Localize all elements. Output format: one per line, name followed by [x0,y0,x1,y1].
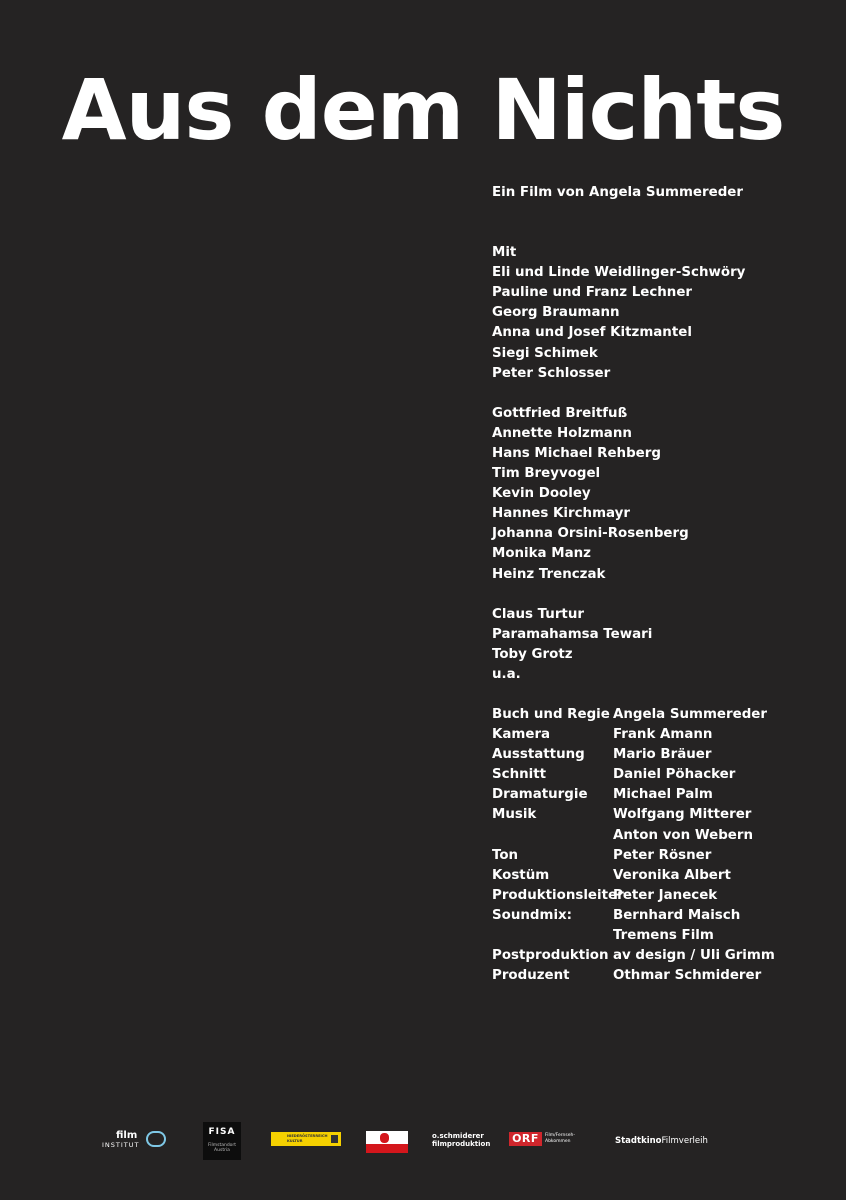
crew-row [492,926,842,946]
cast-group-2 [492,404,842,585]
cast-member: Johanna Orsini-Rosenberg [492,526,689,542]
cast-member: Kevin Dooley [492,486,591,502]
crew-name: Frank Amann [613,727,713,743]
crew-role: Ausstattung [492,747,585,763]
crew-row [492,765,842,785]
crew-name: Michael Palm [613,787,713,803]
cast-member: Toby Grotz [492,646,573,662]
cast-member: Claus Turtur [492,606,584,622]
cast-member: Siegi Schimek [492,345,598,361]
cast-member: Hans Michael Rehberg [492,445,661,461]
crew-row [492,886,842,906]
crew-name: Anton von Webern [613,827,753,843]
wien-logo [366,1131,408,1153]
film-institut-logo: film INSTITUT [102,1130,172,1152]
crew-name: Angela Summereder [613,706,767,722]
cast-member: Monika Manz [492,546,591,562]
sponsor-logos [0,1118,846,1162]
cast-group-1 [492,263,842,384]
crew-role: Produzent [492,968,570,984]
crew-name: Tremens Film [613,928,714,943]
crew-row [492,725,842,745]
ring-icon [146,1131,166,1147]
cast-member: u.a. [492,666,521,682]
crew-row [492,785,842,805]
crew-name: Othmar Schmiderer [613,968,762,984]
crew-role: Produktionsleiter [492,887,624,903]
crew-role: Musik [492,807,537,823]
orf-logo: ORF Film/Fernseh-Abkommen [509,1132,569,1148]
crew-role [492,826,613,846]
stripe-icon [366,1144,408,1153]
crew-name: Wolfgang Mitterer [613,807,752,823]
cast-group-3 [492,605,842,685]
crew-row [492,805,842,825]
cast-member: Eli und Linde Weidlinger-Schwöry [492,265,746,281]
crew-row [492,866,842,886]
crew-role: Dramaturgie [492,787,588,803]
crew-role [492,926,613,946]
cast-member: Gottfried Breitfuß [492,405,628,421]
cast-member: Heinz Trenczak [492,566,606,582]
crew-role: Postproduktion [492,948,609,964]
poster-title: Aus dem Nichts [61,61,785,159]
crew-row [492,906,842,926]
cast-heading: Mit [492,245,517,261]
cast-member: Annette Holzmann [492,425,632,441]
crew-row [492,705,842,725]
crew-role: Ton [492,847,519,863]
crew-role: Kamera [492,727,551,743]
crew-row [492,745,842,765]
stadtkino-logo: StadtkinoFilmverleih [615,1136,708,1146]
crew-role: Schnitt [492,767,547,783]
crew-name: Peter Rösner [613,847,712,863]
director-line: Ein Film von Angela Summereder [492,185,743,200]
crew-role: Soundmix: [492,907,573,923]
niederoesterreich-logo: NIEDERÖSTERREICH KULTUR [271,1132,341,1146]
cast-member: Hannes Kirchmayr [492,506,630,522]
crew-row [492,966,842,986]
crew-row [492,846,842,866]
credits-block [492,183,842,986]
fisa-logo: FISA Filmstandort Austria [203,1122,241,1160]
crew-list [492,705,842,986]
crest-icon [380,1133,389,1143]
crew-name: av design / Uli Grimm [613,948,775,964]
cast-member: Tim Breyvogel [492,466,601,482]
crew-role: Buch und Regie [492,706,610,722]
crew-name: Veronika Albert [613,867,731,883]
schmiderer-logo: o.schmiderer filmproduktion [432,1132,491,1148]
crew-row [492,946,842,966]
cast-member: Paramahamsa Tewari [492,626,653,642]
cast-member: Anna und Josef Kitzmantel [492,325,692,341]
crew-role: Kostüm [492,867,550,883]
crew-row [492,826,842,846]
cast-member: Peter Schlosser [492,365,611,381]
crew-name: Bernhard Maisch [613,907,741,923]
crew-name: Peter Janecek [613,887,718,903]
cast-member: Georg Braumann [492,305,620,321]
crew-name: Daniel Pöhacker [613,767,736,783]
square-icon [331,1135,338,1143]
cast-member: Pauline und Franz Lechner [492,285,693,301]
crew-name: Mario Bräuer [613,747,712,763]
